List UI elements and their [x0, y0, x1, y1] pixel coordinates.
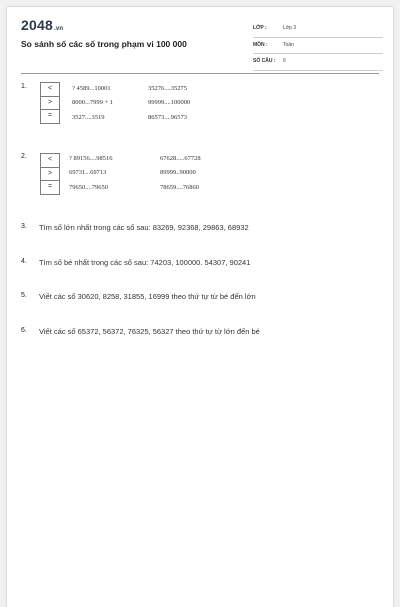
question-text: Tìm số bé nhất trong các số sau: 74203, 100000. 54307, 90241 — [39, 258, 251, 267]
comparison-item: ? 89156....98516 — [69, 155, 113, 162]
sign-equal[interactable]: = — [47, 183, 53, 190]
meta-row-subject — [253, 38, 383, 55]
question-number: 4. — [21, 258, 27, 265]
question-text: Viết các số 65372, 56372, 76325, 56327 theo thứ tự từ lớn đến bé — [39, 327, 260, 336]
meta-key: LỚP : — [253, 25, 267, 31]
logo-suffix: .vn — [53, 26, 64, 32]
header-divider — [21, 73, 379, 74]
comparison-item: 86573....96573 — [148, 114, 187, 121]
question-number: 5. — [21, 292, 27, 299]
sign-options-box — [40, 153, 60, 195]
question-number: 2. — [21, 153, 27, 160]
comparison-item: 8000...7999 + 1 — [72, 99, 114, 106]
meta-value: Lớp 3 — [283, 25, 297, 31]
comparison-item: 99999....100000 — [148, 99, 191, 106]
sign-greater-than[interactable]: > — [41, 97, 59, 111]
worksheet-page — [7, 7, 393, 607]
sign-less-than[interactable]: < — [41, 83, 59, 97]
sign-equal[interactable]: = — [47, 112, 53, 119]
logo-text: 2048 — [21, 17, 53, 33]
meta-value: Toán — [283, 41, 294, 48]
meta-row-class — [253, 21, 383, 38]
meta-row-count — [253, 54, 383, 71]
comparison-item: 78659....76860 — [160, 184, 199, 191]
meta-key: MÔN : — [253, 41, 268, 48]
meta-key: SỐ CÂU : — [253, 58, 276, 64]
question-number: 1. — [21, 83, 27, 90]
sign-options-box — [40, 82, 60, 124]
comparison-item: 69731...69713 — [69, 169, 107, 176]
comparison-item: ? 4589...10001 — [72, 85, 111, 92]
sign-greater-than[interactable]: > — [41, 168, 59, 182]
question-text: Viết các số 30620, 8258, 31855, 16999 theo thứ tự từ bé đến lớn — [39, 292, 256, 301]
comparison-item: 89999..90000 — [160, 169, 196, 176]
worksheet-title: So sánh số các số trong phạm vi 100 000 — [21, 39, 187, 49]
comparison-item: 3527....3519 — [72, 114, 105, 121]
question-number: 6. — [21, 327, 27, 334]
question-text: Tìm số lớn nhất trong các số sau: 83269, 92368, 29863, 68932 — [39, 223, 249, 232]
sign-less-than[interactable]: < — [41, 154, 59, 168]
worksheet-meta — [253, 21, 383, 71]
site-logo[interactable] — [21, 17, 63, 33]
comparison-item: 35276....35275 — [148, 85, 187, 92]
comparison-item: 79650....79650 — [69, 184, 108, 191]
comparison-item: 67628.....67728 — [160, 155, 201, 162]
question-number: 3. — [21, 223, 27, 230]
meta-value: 6 — [283, 58, 286, 64]
